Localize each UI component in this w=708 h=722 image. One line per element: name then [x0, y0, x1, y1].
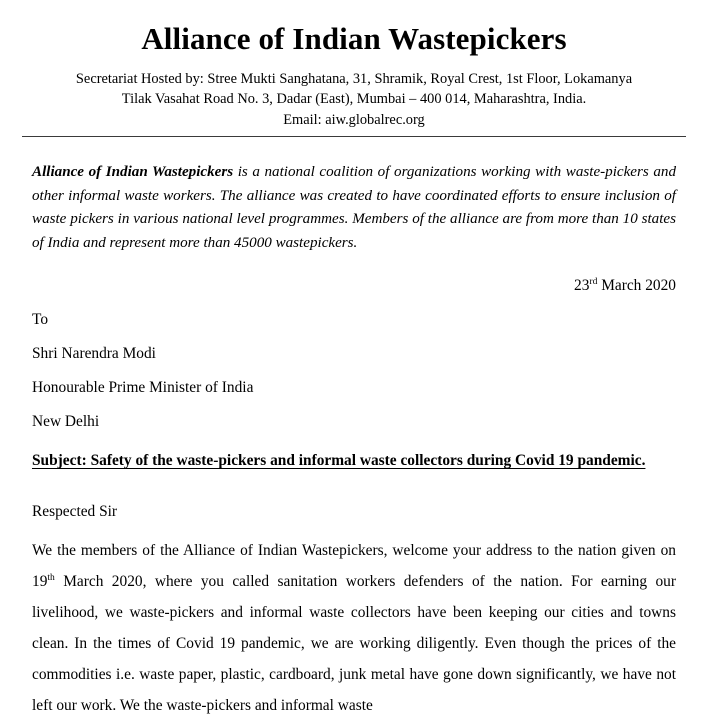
letter-date-ordinal-suffix: rd: [589, 276, 598, 288]
letter-body-paragraph: [32, 535, 676, 722]
organization-description-rest: is a national coalition of organizations working with waste-pickers and other informal waste workers. The alliance was created to have coordinated efforts to ensure inclusion of waste pickers in various national level programmes. Members of the alliance are from more than 10 states of India and represent more than 45000 wastepickers.: [32, 164, 676, 251]
letter-date-day: 23: [574, 277, 590, 295]
organization-title: Alliance of Indian Wastepickers: [141, 21, 567, 56]
salutation: Respected Sir: [32, 502, 118, 520]
secretariat-address-line-2: Tilak Vasahat Road No. 3, Dadar (East), Mumbai – 400 014, Maharashtra, India.: [121, 91, 587, 108]
secretariat-email-line: Email: aiw.globalrec.org: [283, 111, 425, 128]
organization-description: [32, 161, 676, 255]
letter-date-month-year: March 2020: [597, 277, 676, 295]
addressee-name: Shri Narendra Modi: [32, 345, 156, 363]
addressee-to-label: To: [32, 311, 49, 329]
document-body: [32, 137, 676, 721]
addressee-designation: Honourable Prime Minister of India: [32, 379, 254, 397]
letter-body-part-1: We the members of the Alliance of Indian Wastepickers, welcome your address to the nation given on 19: [32, 541, 676, 590]
subject-line: Subject: Safety of the waste-pickers and informal waste collectors during Covid 19 pandemic.: [32, 452, 646, 470]
letter-date: [32, 276, 676, 296]
addressee-block: [32, 310, 676, 432]
secretariat-address-line-1: Secretariat Hosted by: Stree Mukti Sanghatana, 31, Shramik, Royal Crest, 1st Floor, Lokamanya: [75, 70, 633, 87]
letter-body-date-ordinal-suffix: th: [47, 571, 55, 583]
letterhead: [0, 0, 708, 137]
addressee-city: New Delhi: [32, 413, 100, 431]
organization-description-lead: Alliance of Indian Wastepickers: [32, 164, 234, 181]
secretariat-address: [42, 69, 666, 130]
letter-body-part-2: March 2020, where you called sanitation workers defenders of the nation. For earning our livelihood, we waste-pickers and informal waste collectors have been keeping our cities and towns clean. In the times of Covid 19 pandemic, we are working diligently. Even though the prices of the commodities i.e. waste paper, plastic, cardboard, junk metal have gone down significantly, we have not left our work. We the waste-pickers and informal waste: [32, 572, 676, 715]
